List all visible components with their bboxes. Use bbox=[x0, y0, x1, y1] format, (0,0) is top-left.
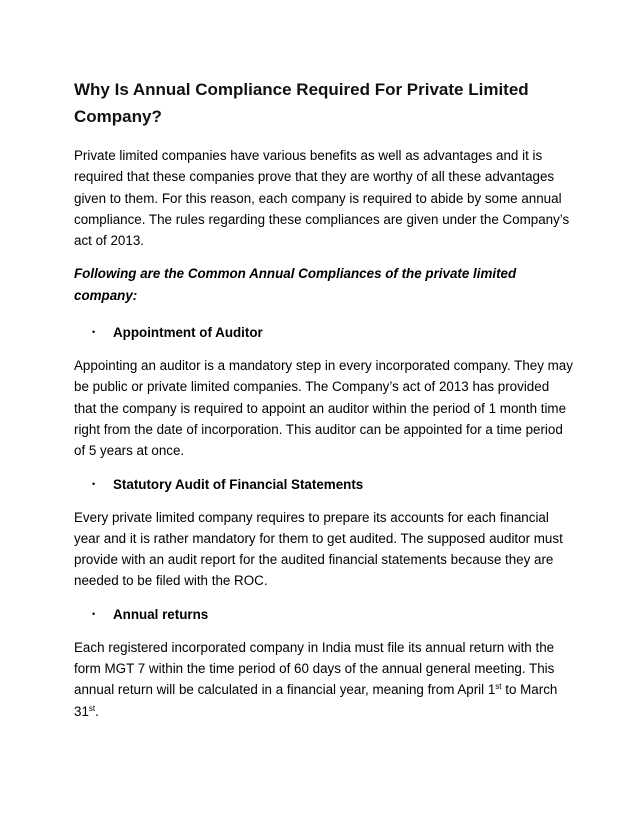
bullet-heading: Statutory Audit of Financial Statements bbox=[113, 476, 364, 492]
ordinal-suffix: st bbox=[88, 703, 96, 713]
auditor-paragraph: Appointing an auditor is a mandatory step in every incorporated company. They may be public or private limited companies. The Company’s act of 2013 has provided that the company is required to appoint an auditor within the period of 1 month time right from the date of incorporation. This auditor can be appointed for a time period of 5 years at once. bbox=[74, 358, 573, 459]
document-page bbox=[74, 76, 574, 734]
bullet-appointment-of-auditor bbox=[92, 322, 574, 343]
bullet-icon: • bbox=[92, 478, 96, 489]
document-title: Why Is Annual Compliance Required For Private Limited Company? bbox=[74, 80, 529, 126]
bullet-annual-returns bbox=[92, 604, 574, 625]
statutory-audit-paragraph: Every private limited company requires to prepare its accounts for each financial year and it is rather mandatory for them to get audited. The supposed auditor must provide with an audit report for the audited financial statements because they are needed to be filed with the ROC. bbox=[74, 509, 563, 589]
bullet-heading: Appointment of Auditor bbox=[113, 325, 263, 341]
bullet-statutory-audit bbox=[92, 474, 574, 495]
annual-returns-text: Each registered incorporated company in India must file its annual return with the form MGT 7 within the time period of 60 days of the annual general meeting. This annual return will be calculated in a financial year, meaning from April 1 bbox=[74, 639, 555, 698]
bullet-icon: • bbox=[92, 608, 96, 619]
bullet-heading: Annual returns bbox=[113, 606, 209, 622]
intro-paragraph: Private limited companies have various benefits as well as advantages and it is required that these companies prove that they are worthy of all these advantages given to them. For this reason, each company is required to abide by some annual compliance. The rules regarding these compliances are given under the Company’s act of 2013. bbox=[74, 148, 570, 249]
annual-returns-text: to March 31 bbox=[74, 682, 558, 719]
ordinal-suffix: st bbox=[495, 682, 502, 692]
bullet-icon: • bbox=[92, 327, 96, 338]
annual-returns-text: . bbox=[95, 703, 99, 719]
annual-returns-paragraph bbox=[74, 637, 574, 722]
compliances-subheading: Following are the Common Annual Compliances of the private limited company: bbox=[74, 266, 517, 303]
